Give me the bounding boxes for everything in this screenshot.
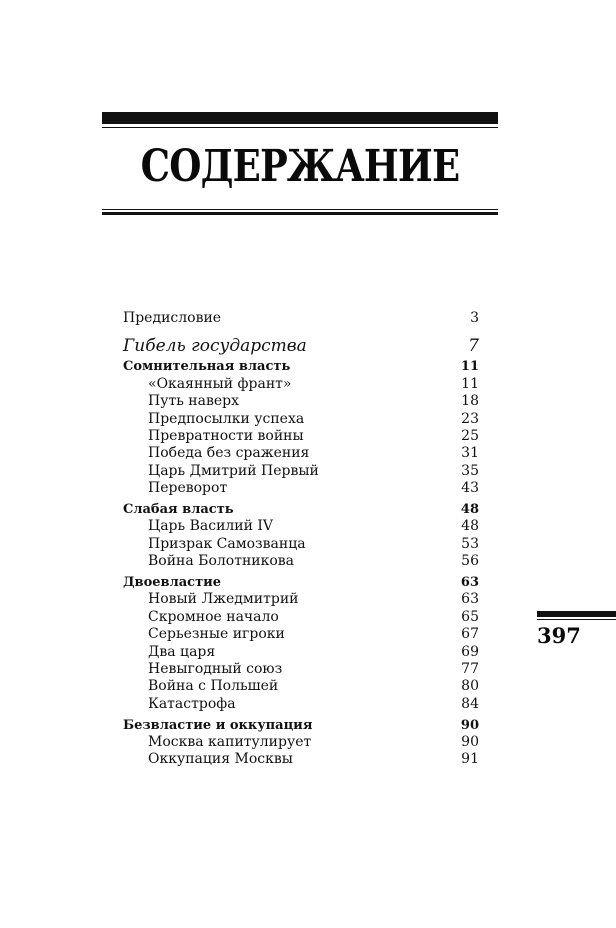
toc-entry[interactable] — [123, 536, 479, 553]
toc-entry[interactable] — [123, 609, 479, 626]
toc-entry-page: 63 — [461, 591, 479, 608]
toc-section-heading[interactable] — [123, 574, 479, 591]
toc-entry-title: Царь Василий IV — [148, 518, 274, 535]
page-number: 397 — [537, 623, 581, 648]
toc-section-title: Сомнительная власть — [123, 359, 291, 375]
toc-section-title: Слабая власть — [123, 502, 234, 518]
bottom-thin-rule — [102, 209, 498, 210]
toc-entry-title: Серьезные игроки — [148, 626, 285, 643]
toc-section-heading[interactable] — [123, 358, 479, 375]
toc-entry-title: Два царя — [148, 643, 216, 660]
toc-entry-title: Невыгодный союз — [148, 661, 283, 678]
table-of-contents — [123, 310, 479, 769]
toc-entry[interactable] — [123, 518, 479, 535]
toc-entry-page: 31 — [461, 445, 479, 462]
toc-entry[interactable] — [123, 463, 479, 480]
toc-entry-title: Новый Лжедмитрий — [148, 591, 299, 608]
toc-entry-title: Оккупация Москвы — [148, 751, 293, 768]
toc-entry-title: «Окаянный франт» — [148, 375, 292, 392]
toc-entry-title: Царь Дмитрий Первый — [148, 462, 319, 479]
toc-entry-page: 65 — [461, 608, 479, 625]
toc-part-heading[interactable] — [123, 334, 479, 358]
toc-entry[interactable] — [123, 376, 479, 393]
toc-section-title: Безвластие и оккупация — [123, 717, 313, 733]
toc-entry[interactable] — [123, 411, 479, 428]
toc-entry-page: 18 — [461, 393, 479, 410]
toc-entry[interactable] — [123, 553, 479, 570]
toc-section-page: 11 — [460, 359, 479, 375]
toc-entry[interactable] — [123, 591, 479, 608]
toc-entry-title: Переворот — [148, 480, 228, 497]
toc-entry[interactable] — [123, 393, 479, 410]
toc-entry-title: Война Болотникова — [148, 553, 295, 570]
toc-entry-page: 53 — [461, 535, 479, 552]
toc-section-page: 90 — [460, 717, 479, 733]
toc-entry-page: 23 — [461, 410, 479, 427]
toc-entry-page: 90 — [461, 734, 479, 751]
toc-entry-page: 77 — [461, 661, 479, 678]
toc-entry-title: Катастрофа — [148, 695, 236, 712]
toc-entry[interactable] — [123, 445, 479, 462]
toc-entry-page: 25 — [461, 427, 479, 444]
toc-entry-title: Москва капитулирует — [148, 734, 312, 751]
toc-entry[interactable] — [123, 626, 479, 643]
toc-entry-page: 35 — [461, 462, 479, 479]
toc-entry-page: 67 — [461, 626, 479, 643]
toc-entry-page: 91 — [461, 751, 479, 768]
toc-entry[interactable] — [123, 661, 479, 678]
folio-thick-rule — [537, 611, 616, 617]
toc-section-title: Двоевластие — [123, 575, 222, 591]
toc-entry-page: 69 — [461, 643, 479, 660]
toc-sections — [123, 358, 479, 768]
toc-entry[interactable] — [123, 696, 479, 713]
toc-entry[interactable] — [123, 644, 479, 661]
toc-section-page: 63 — [460, 575, 479, 591]
toc-entry-title: Путь наверх — [148, 393, 239, 410]
toc-entry[interactable] — [123, 734, 479, 751]
folio-thin-rule — [537, 619, 616, 620]
toc-entry[interactable] — [123, 480, 479, 497]
toc-section-heading[interactable] — [123, 501, 479, 518]
toc-entry[interactable] — [123, 678, 479, 695]
toc-section-page: 48 — [460, 502, 479, 518]
toc-entry-page: 11 — [461, 375, 479, 392]
toc-entry-page: 84 — [461, 695, 479, 712]
page-title: СОДЕРЖАНИЕ — [140, 141, 460, 192]
toc-entry[interactable] — [123, 751, 479, 768]
toc-part-page: 7 — [468, 336, 479, 357]
top-thin-rule — [102, 127, 498, 128]
toc-entry-title: Призрак Самозванца — [148, 535, 306, 552]
toc-entry-title: Превратности войны — [148, 427, 304, 444]
toc-entry-title: Победа без сражения — [148, 445, 310, 462]
toc-entry-page: 43 — [461, 480, 479, 497]
toc-section-heading[interactable] — [123, 717, 479, 734]
toc-entry-title: Предисловие — [123, 310, 222, 326]
bottom-thick-rule — [102, 212, 498, 215]
toc-entry-title: Война с Польшей — [148, 678, 279, 695]
toc-entry-page: 48 — [461, 518, 479, 535]
toc-entry-page: 3 — [470, 310, 479, 326]
toc-entry-page: 56 — [461, 553, 479, 570]
toc-entry[interactable] — [123, 428, 479, 445]
toc-part-title: Гибель государства — [123, 336, 307, 357]
toc-entry-page: 80 — [461, 678, 479, 695]
toc-entry-title: Предпосылки успеха — [148, 410, 305, 427]
toc-entry-preface[interactable] — [123, 310, 479, 327]
toc-entry-title: Скромное начало — [148, 608, 279, 625]
top-thick-rule — [102, 112, 498, 124]
